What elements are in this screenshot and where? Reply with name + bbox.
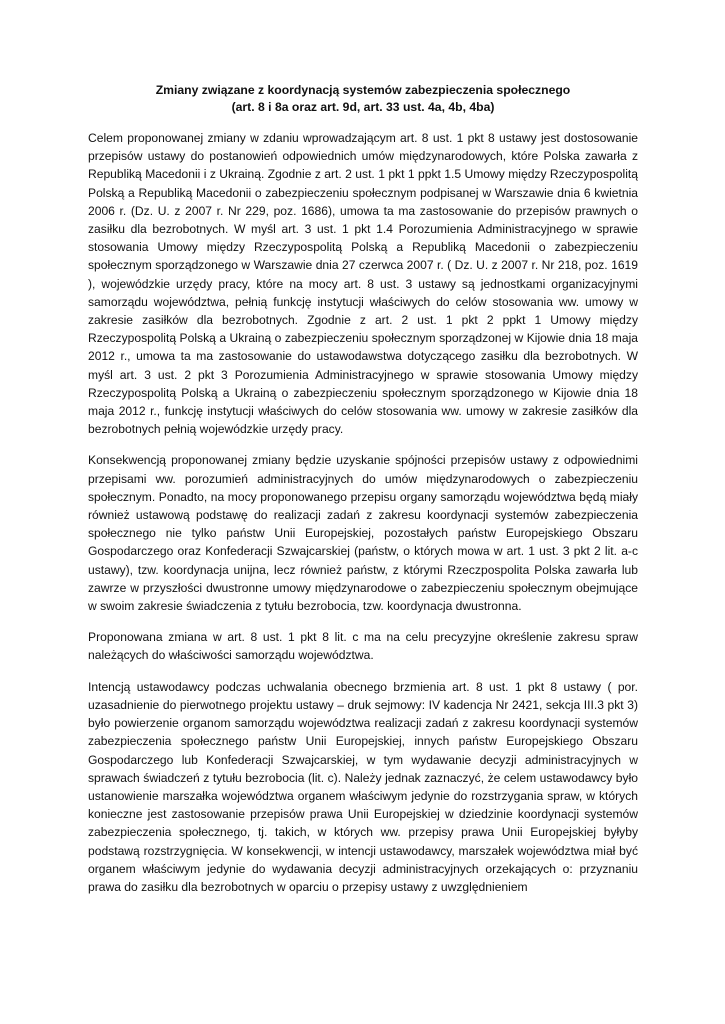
title-line-1: Zmiany związane z koordynacją systemów zabezpieczenia społecznego	[155, 83, 571, 97]
title-line-2: (art. 8 i 8a oraz art. 9d, art. 33 ust. 4a, 4b, 4ba)	[231, 100, 495, 114]
paragraph-2: Konsekwencją proponowanej zmiany będzie uzyskanie spójności przepisów ustawy z odpowiednimi przepisami ww. porozumień administracyjnych do umów międzynarodowych o zabezpieczeniu społecznym. Ponadto, na mocy proponowanego przepisu organy samorządu województwa będą miały również ustawową podstawę do realizacji zadań z zakresu koordynacji systemów zabezpieczenia społecznego nie tylko państw Unii Europejskiej, pozostałych państw Europejskiego Obszaru Gospodarczego oraz Konfederacji Szwajcarskiej (państw, o których mowa w art. 1 ust. 3 pkt 2 lit. a-c ustawy), tzw. koordynacja unijna, lecz również państw, z którymi Rzeczpospolita Polska zawarła lub zawrze w przyszłości dwustronne umowy międzynarodowe o zabezpieczeniu społecznym obejmujące w swoim zakresie świadczenia z tytułu bezrobocia, tzw. koordynacja dwustronna.	[88, 453, 638, 614]
paragraph-1: Celem proponowanej zmiany w zdaniu wprowadzającym art. 8 ust. 1 pkt 8 ustawy jest dostosowanie przepisów ustawy do postanowień odpowiednich umów międzynarodowych, które Polska zawarła z Republiką Macedonii i z Ukrainą. Zgodnie z art. 2 ust. 1 pkt 1 ppkt 1.5 Umowy między Rzeczypospolitą Polską a Republiką Macedonii o zabezpieczeniu społecznym podpisanej w Warszawie dnia 6 kwietnia 2006 r. (Dz. U. z 2007 r. Nr 229, poz. 1686), umowa ta ma zastosowanie do przepisów prawnych o zasiłku dla bezrobotnych. W myśl art. 3 ust. 1 pkt 1.4 Porozumienia Administracyjnego w sprawie stosowania Umowy między Rzeczypospolitą Polską a Republiką Macedonii o zabezpieczeniu społecznym sporządzonego w Warszawie dnia 27 czerwca 2007 r. ( Dz. U. z 2007 r. Nr 218, poz. 1619 ), wojewódzkie urzędy pracy, które na mocy art. 8 ust. 3 ustawy są jednostkami organizacyjnymi samorządu województwa, pełnią funkcję instytucji właściwych do celów stosowania ww. umowy w zakresie zasiłków dla bezrobotnych. Zgodnie z art. 2 ust. 1 pkt 2 ppkt 1 Umowy między Rzeczypospolitą Polską a Ukrainą o zabezpieczeniu społecznym sporządzonej w Kijowie dnia 18 maja 2012 r., umowa ta ma zastosowanie do ustawodawstwa dotyczącego zasiłku dla bezrobotnych. W myśl art. 3 ust. 2 pkt 3 Porozumienia Administracyjnego w sprawie stosowania Umowy między Rzeczypospolitą Polską a Ukrainą o zabezpieczeniu społecznym sporządzonego w Kijowie dnia 18 maja 2012 r., funkcję instytucji właściwych do celów stosowania ww. umowy w zakresie zasiłków dla bezrobotnych pełnią wojewódzkie urzędy pracy.	[88, 131, 638, 437]
document-page	[88, 82, 638, 909]
paragraph-3: Proponowana zmiana w art. 8 ust. 1 pkt 8 lit. c ma na celu precyzyjne określenie zakresu spraw należących do właściwości samorządu województwa.	[88, 630, 638, 663]
document-title	[88, 82, 638, 116]
paragraph-4: Intencją ustawodawcy podczas uchwalania obecnego brzmienia art. 8 ust. 1 pkt 8 ustawy ( por. uzasadnienie do pierwotnego projektu ustawy – druk sejmowy: IV kadencja Nr 2421, sekcja III.3 pkt 3) było powierzenie organom samorządu województwa realizacji zadań z zakresu koordynacji systemów zabezpieczenia społecznego państw Unii Europejskiej, innych państw Europejskiego Obszaru Gospodarczego lub Konfederacji Szwajcarskiej, w tym wydawanie decyzji administracyjnych w sprawach świadczeń z tytułu bezrobocia (lit. c). Należy jednak zaznaczyć, że celem ustawodawcy było ustanowienie marszałka województwa organem właściwym jedynie do rozstrzygania spraw, w których konieczne jest zastosowanie przepisów prawa Unii Europejskiej w dziedzinie koordynacji systemów zabezpieczenia społecznego, tj. takich, w których ww. przepisy prawa Unii Europejskiej byłyby podstawą rozstrzygnięcia. W konsekwencji, w intencji ustawodawcy, marszałek województwa miał być organem właściwym jedynie do wydawania decyzji administracyjnych orzekających o: przyznaniu prawa do zasiłku dla bezrobotnych w oparciu o przepisy ustawy z uwzględnieniem	[88, 679, 638, 894]
